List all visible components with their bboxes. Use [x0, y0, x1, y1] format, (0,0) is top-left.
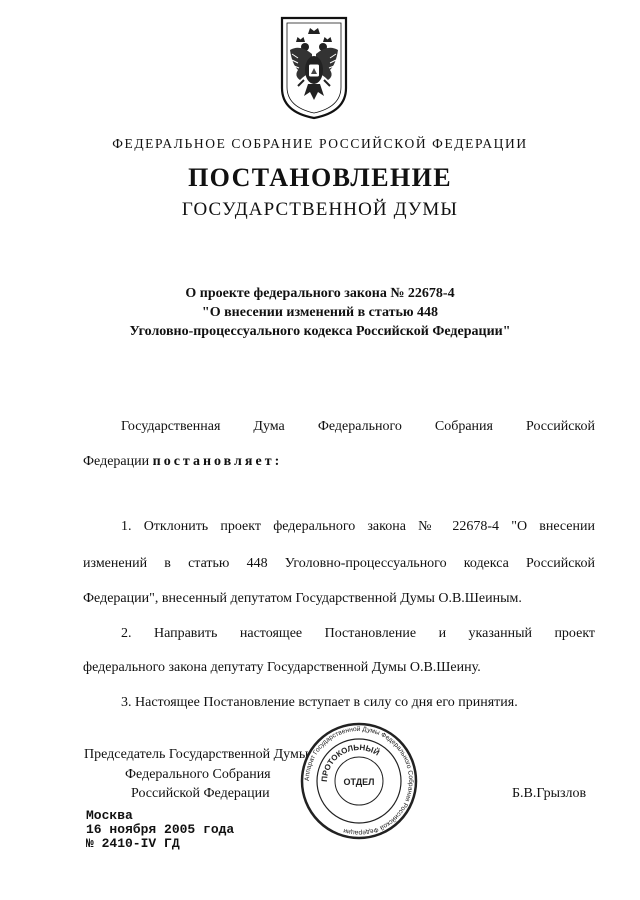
- city: Москва: [86, 808, 133, 823]
- document-subject: [0, 284, 640, 341]
- subject-line: "О внесении изменений в статью 448: [201, 305, 439, 320]
- preamble-line-2: [83, 452, 595, 472]
- official-round-stamp: [300, 722, 418, 840]
- preamble-word: Собрания: [434, 419, 493, 434]
- decree-word: постановляет:: [152, 454, 283, 469]
- item-word: 2. Направить: [121, 626, 218, 641]
- item-word: № 22678-4: [418, 519, 500, 534]
- document-type-title: ПОСТАНОВЛЕНИЕ: [188, 163, 452, 192]
- item-word: Уголовно-процессуального: [284, 556, 447, 571]
- date: 16 ноября 2005 года: [86, 822, 235, 837]
- item-word: и: [438, 626, 447, 641]
- document-number: № 2410-IV ГД: [86, 836, 180, 851]
- item-1-line-3: Федерации", внесенный депутатом Государственной Думы О.В.Шеиным.: [83, 591, 522, 606]
- preamble-text: Федерации: [83, 454, 153, 469]
- item-word: 1. Отклонить проект: [121, 519, 261, 534]
- signatory-position-line-1: Председатель Государственной Думы: [84, 747, 309, 762]
- item-word: Постановление: [324, 626, 417, 641]
- preamble-word: Федерального: [317, 419, 402, 434]
- item-word: 448: [246, 556, 268, 571]
- issuing-organization: ГОСУДАРСТВЕННОЙ ДУМЫ: [181, 199, 459, 220]
- item-word: "О внесении: [511, 519, 595, 534]
- preamble-word: Государственная Дума: [121, 419, 285, 434]
- item-3-line-1: 3. Настоящее Постановление вступает в силу со дня его принятия.: [121, 695, 518, 710]
- item-word: указанный: [468, 626, 532, 641]
- item-word: в: [164, 556, 171, 571]
- stamp-outer-text: Аппарат Государственной Думы Федерального Собрания Российской Федерации: [303, 725, 415, 837]
- signatory-name: Б.В.Грызлов: [512, 786, 587, 801]
- item-word: настоящее: [239, 626, 303, 641]
- parliament-name: ФЕДЕРАЛЬНОЕ СОБРАНИЕ РОССИЙСКОЙ ФЕДЕРАЦИИ: [112, 136, 528, 151]
- stamp-inner-text: ПРОТОКОЛЬНЫЙ: [319, 742, 381, 783]
- item-word: изменений: [83, 556, 148, 571]
- subject-line: О проекте федерального закона № 22678-4: [185, 286, 455, 301]
- stamp-center-text: ОТДЕЛ: [343, 777, 375, 787]
- item-2-line-1: [83, 624, 595, 644]
- signatory-position-line-3: Российской Федерации: [131, 786, 270, 801]
- item-1-line-1: [83, 517, 595, 537]
- preamble-line-1: [83, 417, 595, 437]
- subject-line: Уголовно-процессуального кодекса Российской Федерации": [129, 324, 511, 339]
- item-2-line-2: федерального закона депутату Государственной Думы О.В.Шеину.: [83, 660, 481, 675]
- signatory-position-line-2: Федерального Собрания: [125, 767, 271, 782]
- item-word: закона: [367, 519, 406, 534]
- coat-of-arms-emblem: [278, 14, 350, 120]
- item-word: кодекса: [463, 556, 509, 571]
- item-word: федерального: [273, 519, 356, 534]
- item-word: Российской: [526, 556, 595, 571]
- item-word: проект: [554, 626, 596, 641]
- preamble-word: Российской: [526, 419, 596, 434]
- item-1-line-2: [83, 554, 595, 574]
- item-word: статью: [188, 556, 230, 571]
